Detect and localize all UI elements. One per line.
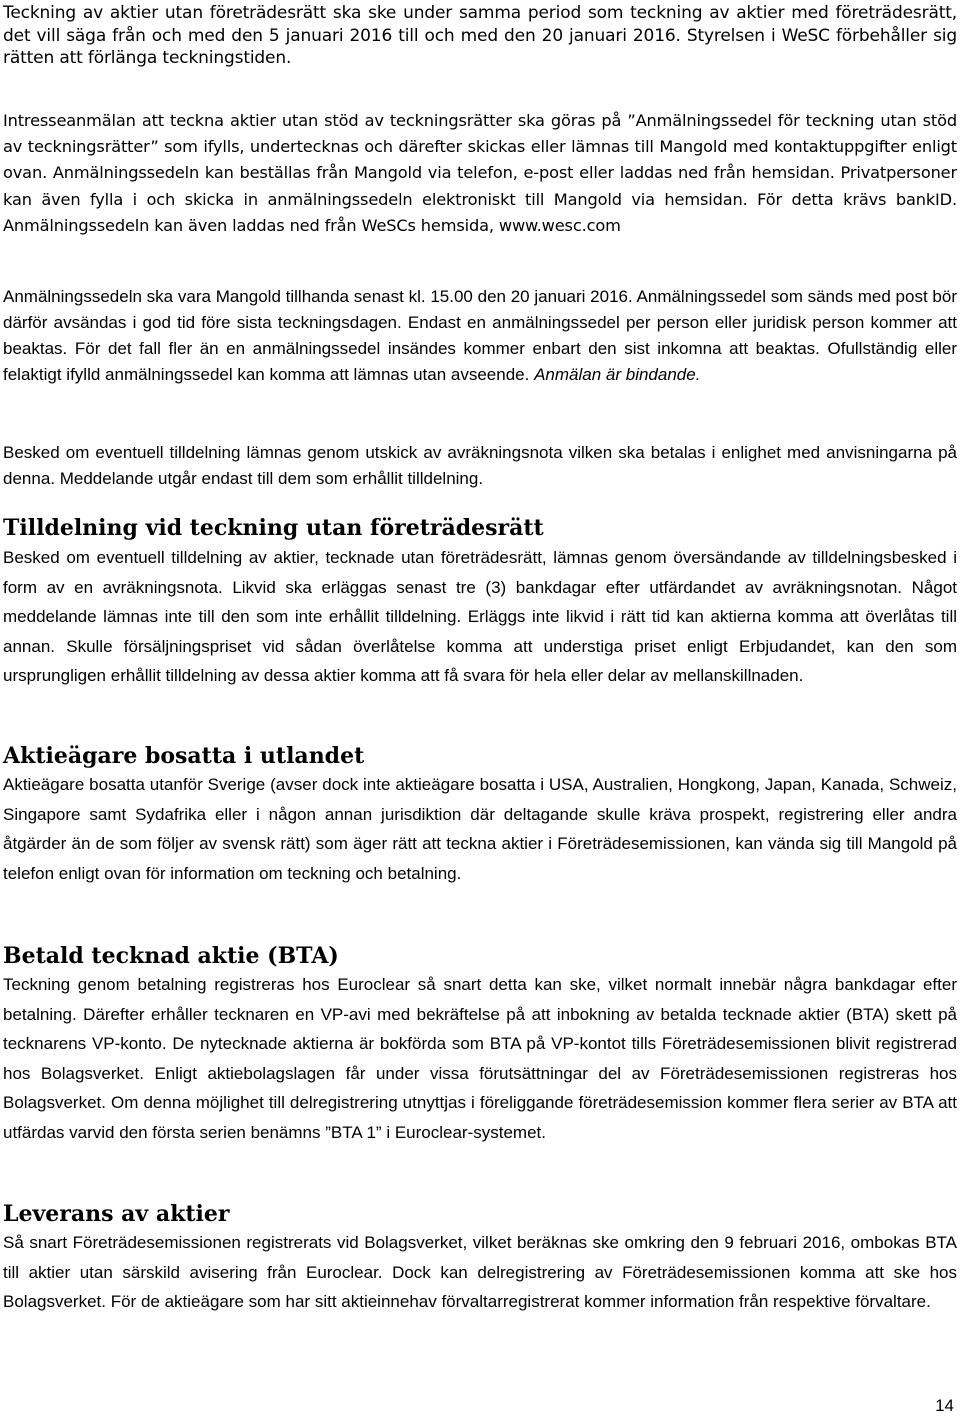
intro-paragraph: Teckning av aktier utan företrädesrätt ska ske under samma period som teckning av aktier med företrädesrätt, det vill säga från och med den 5 januari 2016 till och med den 20 januari 2016. Styrelsen i WeSC förbehåller sig rätten att förlänga teckningstiden. — [3, 3, 957, 68]
section-heading-foreign-shareholders: Aktieägare bosatta i utlandet — [3, 743, 365, 769]
section-heading-bta: Betald tecknad aktie (BTA) — [3, 943, 339, 969]
section-heading-allocation: Tilldelning vid teckning utan företrädesrätt — [3, 515, 544, 541]
application-paragraph: Intresseanmälan att teckna aktier utan stöd av teckningsrätter ska göras på ”Anmälningssedel för teckning utan stöd av teckningsrätter” som ifylls, undertecknas och därefter skickas eller lämnas till Mangold med kontaktuppgifter enligt ovan. Anmälningssedeln kan beställas från Mangold via telefon, e-post eller laddas ned från hemsidan. Privatpersoner kan även fylla i och skicka in anmälningssedeln elektroniskt till Mangold via hemsidan. För detta krävs bankID. Anmälningssedeln kan även laddas ned från WeSCs hemsida, www.wesc.com — [3, 111, 957, 235]
section-body-foreign-shareholders: Aktieägare bosatta utanför Sverige (avser dock inte aktieägare bosatta i USA, Australien, Hongkong, Japan, Kanada, Schweiz, Singapore samt Sydafrika eller i någon annan jurisdiktion där deltagande skulle kräva prospekt, registrering eller andra åtgärder än de som följer av svensk rätt) som äger rätt att teckna aktier i Företrädesemissionen, kan vända sig till Mangold på telefon enligt ovan för information om teckning och betalning. — [3, 775, 957, 883]
section-body-delivery: Så snart Företrädesemissionen registrerats vid Bolagsverket, vilket beräknas ske omkring den 9 februari 2016, ombokas BTA till aktier utan särskild avisering från Euroclear. Dock kan delregistrering av Företrädesemissionen komma att ske hos Bolagsverket. För de aktieägare som har sitt aktieinnehav förvaltarregistrerat kommer information från respektive förvaltare. — [3, 1233, 957, 1311]
notice-paragraph: Besked om eventuell tilldelning lämnas genom utskick av avräkningsnota vilken ska betalas i enlighet med anvisningarna på denna. Meddelande utgår endast till dem som erhållit tilldelning. — [3, 443, 957, 488]
section-body-bta: Teckning genom betalning registreras hos Euroclear så snart detta kan ske, vilket normalt innebär några bankdagar efter betalning. Därefter erhåller tecknaren en VP-avi med bekräftelse på att inbokning av betalda tecknade aktier (BTA) skett på tecknarens VP-konto. De nytecknade aktierna är bokförda som BTA på VP-kontot tills Företrädesemissionen blivit registrerad hos Bolagsverket. Enligt aktiebolagslagen får under vissa förutsättningar del av Företrädesemissionen registreras hos Bolagsverket. Om denna möjlighet till delregistrering utnyttjas i föreliggande företrädesemission kommer flera serier av BTA att utfärdas varvid den första serien benämns ”BTA 1” i Euroclear-systemet. — [3, 975, 957, 1142]
deadline-text: Anmälningssedeln ska vara Mangold tillhanda senast kl. 15.00 den 20 januari 2016. Anmälningssedel som sänds med post bör därför avsändas i god tid före sista teckningsdagen. Endast en anmälningssedel per person eller juridisk person kommer att beaktas. För det fall fler än en anmälningssedel insändes kommer enbart den sist inkomna att beaktas. Ofullständig eller felaktigt ifylld anmälningssedel kan komma att lämnas utan avseende. — [3, 287, 957, 384]
section-body-allocation: Besked om eventuell tilldelning av aktier, tecknade utan företrädesrätt, lämnas genom översändande av tilldelningsbesked i form av en avräkningsnota. Likvid ska erläggas senast tre (3) bankdagar efter utfärdandet av avräkningsnotan. Något meddelande lämnas inte till den som inte erhållit tilldelning. Erläggs inte likvid i rätt tid kan aktierna komma att överlåtas till annan. Skulle försäljningspriset vid sådan överlåtelse komma att understiga priset enligt Erbjudandet, kan den som ursprungligen erhållit tilldelning av dessa aktier komma att få svara för hela eller delar av mellanskillnaden. — [3, 548, 957, 685]
page-number: 14 — [935, 1396, 954, 1415]
binding-note: Anmälan är bindande. — [534, 365, 701, 384]
section-heading-delivery: Leverans av aktier — [3, 1201, 230, 1227]
deadline-paragraph — [3, 284, 957, 388]
